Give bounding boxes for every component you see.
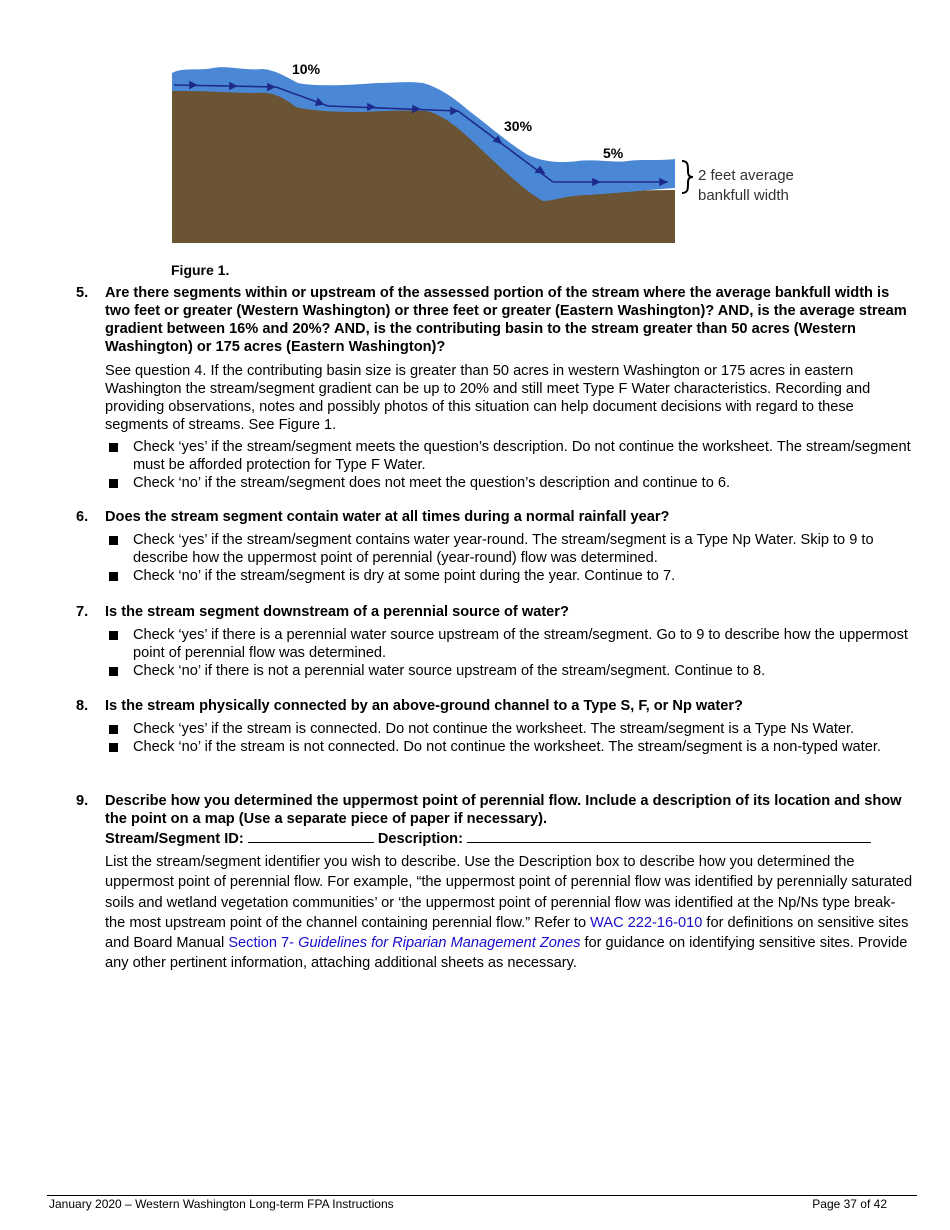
width-note-line2: bankfull width	[698, 187, 789, 204]
answer-list	[105, 626, 916, 680]
question-9	[76, 792, 916, 974]
description-label: Description:	[377, 831, 463, 847]
figure-caption: Figure 1.	[171, 262, 230, 278]
bullet-icon	[109, 536, 118, 545]
question-title: Is the stream physically connected by an above-ground channel to a Type S, F, or Np water?	[105, 698, 743, 714]
question-number: 9.	[76, 793, 89, 809]
bullet-icon	[109, 667, 118, 676]
gradient-label-5: 5%	[603, 145, 624, 161]
gradient-label-10: 10%	[292, 61, 321, 77]
stream-gradient-figure	[168, 55, 818, 250]
footer-document-title: January 2020 – Western Washington Long-term FPA Instructions	[49, 1197, 394, 1211]
question-number: 8.	[76, 698, 89, 714]
list-item: Check ‘yes’ if there is a perennial water source upstream of the stream/segment. Go to 9 to describe how the uppermost point of perennial flow was determined.	[105, 626, 916, 662]
bullet-icon	[109, 443, 118, 452]
question-6	[76, 508, 916, 585]
question-body: See question 4. If the contributing basin size is greater than 50 acres in western Washington or 175 acres in eastern Washington the stream/segment gradient can be up to 20% and still meet Type F Water characteristics. Recording and providing observations, notes and possibly photos of this situation can help document decisions with regard to these segments of streams. See Figure 1.	[105, 363, 871, 433]
question-8	[76, 697, 916, 756]
bullet-icon	[109, 479, 118, 488]
bullet-icon	[109, 572, 118, 581]
wac-link[interactable]: WAC 222-16-010	[590, 914, 703, 931]
question-5	[76, 284, 916, 492]
id-description-row	[105, 828, 916, 848]
segment-id-field[interactable]	[248, 828, 374, 843]
width-note-line1: 2 feet average	[698, 167, 794, 184]
width-brace	[682, 161, 693, 193]
board-manual-section-link[interactable]: Section 7- Guidelines for Riparian Management Zones	[228, 935, 581, 952]
question-title: Does the stream segment contain water at all times during a normal rainfall year?	[105, 509, 670, 525]
list-item: Check ‘no’ if the stream/segment is dry at some point during the year. Continue to 7.	[105, 567, 916, 585]
question-number: 5.	[76, 285, 89, 301]
list-item: Check ‘no’ if there is not a perennial water source upstream of the stream/segment. Continue to 8.	[105, 662, 916, 680]
question-number: 7.	[76, 604, 89, 620]
question-7	[76, 603, 916, 680]
segment-id-label: Stream/Segment ID:	[105, 831, 244, 847]
question-body: List the stream/segment identifier you wish to describe. Use the Description box to describe how you determined the uppermost point of perennial flow. For example, “the uppermost point of perennial flow was identified by perennially saturated soils and wetland vegetation communities’ or ‘the uppermost point of perennial flow was identified at the Np/Ns type break- the most upstream point of the channel containing perennial flow.” Refer to WAC 222-16-010 for definitions on sensitive sites and Board Manual Section 7- Guidelines for Riparian Management Zones for guidance on identifying sensitive sites. Provide any other pertinent information, attaching additional sheets as necessary.	[105, 854, 913, 972]
question-number: 6.	[76, 509, 89, 525]
bullet-icon	[109, 631, 118, 640]
footer-divider	[47, 1195, 917, 1196]
list-item: Check ‘yes’ if the stream/segment meets the question’s description. Do not continue the worksheet. The stream/segment must be afforded protection for Type F Water.	[105, 438, 916, 474]
list-item: Check ‘yes’ if the stream/segment contains water year-round. The stream/segment is a Type Np Water. Skip to 9 to describe how the uppermost point of perennial (year-round) flow was determined.	[105, 531, 916, 567]
list-item: Check ‘no’ if the stream is not connected. Do not continue the worksheet. The stream/segment is a non-typed water.	[105, 738, 916, 756]
footer-page-number: Page 37 of 42	[812, 1197, 887, 1211]
question-title: Describe how you determined the uppermost point of perennial flow. Include a description of its location and show the point on a map (Use a separate piece of paper if necessary).	[105, 793, 902, 827]
gradient-label-30: 30%	[504, 118, 533, 134]
bullet-icon	[109, 725, 118, 734]
question-title: Is the stream segment downstream of a perennial source of water?	[105, 604, 569, 620]
bullet-icon	[109, 743, 118, 752]
question-title: Are there segments within or upstream of the assessed portion of the stream where the average bankfull width is two feet or greater (Western Washington) or three feet or greater (Eastern Washington)? AND, is the average stream gradient between 16% and 20%? AND, is the contributing basin to the stream greater than 50 acres (Western Washington) or 175 acres (Eastern Washington)?	[105, 285, 907, 355]
answer-list	[105, 720, 916, 756]
answer-list	[105, 438, 916, 492]
list-item: Check ‘no’ if the stream/segment does not meet the question’s description and continue to 6.	[105, 474, 916, 492]
list-item: Check ‘yes’ if the stream is connected. Do not continue the worksheet. The stream/segment is a Type Ns Water.	[105, 720, 916, 738]
description-field[interactable]	[467, 828, 871, 843]
answer-list	[105, 531, 916, 585]
